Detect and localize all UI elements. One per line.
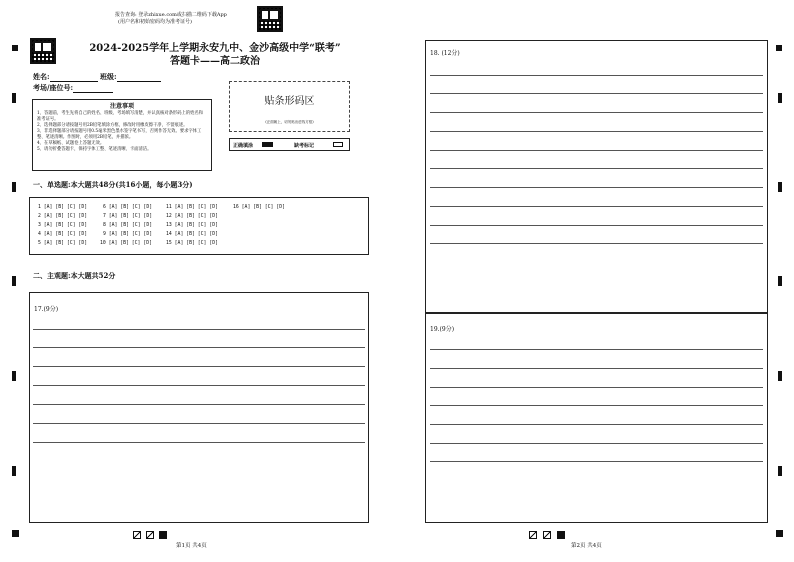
- alignment-mark-icon: [12, 530, 19, 537]
- notice-title: 注意事项: [109, 103, 134, 110]
- choice-row[interactable]: 5 [A] [B] [C] [D]: [38, 241, 88, 246]
- name-field-row: [33, 72, 161, 82]
- q19-answer-box[interactable]: [425, 313, 768, 523]
- correct-fill-label: 正确填涂: [233, 143, 254, 149]
- choice-row[interactable]: 15 [A] [B] [C] [D]: [166, 241, 218, 246]
- answer-line: [430, 93, 763, 94]
- answer-line: [33, 385, 365, 386]
- notice-item: 3、非选择题部分请按题号用0.5毫米黑色墨水签字笔书写，否则作答无效。要求字体工整、笔迹清晰。作图时，必须用2B铅笔，并描浓。: [37, 129, 202, 140]
- answer-line: [33, 329, 365, 330]
- choice-row[interactable]: 8 [A] [B] [C] [D]: [103, 223, 153, 228]
- absent-mark-label: 缺考标记: [294, 143, 315, 149]
- answer-line: [430, 187, 763, 188]
- exam-title: 2024-2025学年上学期永安九中、金沙高级中学“联考”: [89, 43, 341, 54]
- alignment-mark-icon: [12, 466, 16, 476]
- page-code-icon: [146, 531, 154, 539]
- page-code-icon: [543, 531, 551, 539]
- alignment-mark-icon: [778, 371, 782, 381]
- answer-line: [430, 349, 763, 350]
- answer-line: [430, 424, 763, 425]
- answer-line: [430, 405, 763, 406]
- choice-row[interactable]: 12 [A] [B] [C] [D]: [166, 214, 218, 219]
- seat-label: 考场/座位号:: [33, 83, 74, 92]
- choice-row[interactable]: 9 [A] [B] [C] [D]: [103, 232, 153, 237]
- alignment-mark-icon: [778, 182, 782, 192]
- answer-line: [430, 131, 763, 132]
- notice-item: 4、在草稿纸、试题卷上答题无效。: [37, 141, 105, 146]
- alignment-mark-icon: [12, 93, 16, 103]
- alignment-mark-icon: [12, 182, 16, 192]
- choice-row[interactable]: 14 [A] [B] [C] [D]: [166, 232, 218, 237]
- answer-line: [430, 168, 763, 169]
- notice-item: 5、请勿折叠答题卡，保持字体工整、笔迹清晰、卡面清洁。: [37, 147, 152, 152]
- answer-line: [430, 75, 763, 76]
- q17-label: 17.(9分): [34, 306, 59, 313]
- report-note-line2: (用户名和初始密码均为准考证号): [118, 19, 192, 25]
- page2-footer: 第2页 共4页: [571, 543, 602, 549]
- report-note-line1: 报告查询: 登录zhixue.com或扫描二维码下载App: [115, 12, 227, 18]
- answer-line: [33, 442, 365, 443]
- alignment-mark-icon: [12, 371, 16, 381]
- answer-line: [430, 150, 763, 151]
- seat-field-row: [33, 83, 113, 93]
- absent-mark-box[interactable]: [333, 142, 343, 147]
- page-code-icon: [133, 531, 141, 539]
- answer-line: [430, 443, 763, 444]
- alignment-mark-icon: [12, 45, 18, 51]
- class-field[interactable]: [117, 74, 161, 82]
- barcode-area: [229, 81, 350, 132]
- answer-line: [430, 461, 763, 462]
- choice-row[interactable]: 4 [A] [B] [C] [D]: [38, 232, 88, 237]
- answer-line: [430, 112, 763, 113]
- page-code-icon: [159, 531, 167, 539]
- choice-row[interactable]: 16 [A] [B] [C] [D]: [233, 205, 285, 210]
- notice-item: 2、选择题部分请按题号用2B铅笔填涂方框，修改时用橡皮擦干净，不留痕迹。: [37, 123, 188, 128]
- choice-row[interactable]: 13 [A] [B] [C] [D]: [166, 223, 218, 228]
- section2-heading: 二、主观题:本大题共52分: [33, 271, 116, 280]
- choice-row[interactable]: 7 [A] [B] [C] [D]: [103, 214, 153, 219]
- exam-subtitle: 答题卡——高二政治: [170, 56, 260, 67]
- page-code-icon: [529, 531, 537, 539]
- filled-mark-icon: [262, 142, 273, 147]
- q18-answer-box[interactable]: [425, 40, 768, 313]
- answer-line: [430, 387, 763, 388]
- fill-legend: [229, 138, 350, 151]
- q17-answer-box[interactable]: [29, 292, 369, 523]
- answer-line: [33, 404, 365, 405]
- choice-row[interactable]: 1 [A] [B] [C] [D]: [38, 205, 88, 210]
- notice-box: [32, 99, 212, 171]
- choice-row[interactable]: 3 [A] [B] [C] [D]: [38, 223, 88, 228]
- choice-row[interactable]: 11 [A] [B] [C] [D]: [166, 205, 218, 210]
- choice-row[interactable]: 10 [A] [B] [C] [D]: [100, 241, 152, 246]
- choice-row[interactable]: 6 [A] [B] [C] [D]: [103, 205, 153, 210]
- name-label: 姓名:: [33, 72, 50, 81]
- answer-line: [430, 243, 763, 244]
- alignment-mark-icon: [776, 530, 783, 537]
- section1-heading: 一、单选题:本大题共48分(共16小题，每小题3分): [33, 180, 193, 189]
- page-code-icon: [557, 531, 565, 539]
- answer-line: [33, 366, 365, 367]
- alignment-mark-icon: [776, 45, 782, 51]
- page1-footer: 第1页 共4页: [176, 543, 207, 549]
- answer-line: [33, 423, 365, 424]
- barcode-title: 贴条形码区: [264, 96, 315, 107]
- seat-field[interactable]: [73, 85, 113, 93]
- app-qr-code-icon: [257, 6, 283, 32]
- alignment-mark-icon: [12, 276, 16, 286]
- notice-item: 1、答题前，考生先将自己的姓名、班级、考场填写清楚，并认真核对条形码上的姓名和准考证号。: [37, 111, 204, 122]
- alignment-mark-icon: [778, 466, 782, 476]
- answer-line: [430, 225, 763, 226]
- class-label: 班级:: [100, 72, 117, 81]
- choice-row[interactable]: 2 [A] [B] [C] [D]: [38, 214, 88, 219]
- barcode-hint: (正面朝上，切勿贴出虚线方框): [265, 120, 314, 124]
- q18-label: 18. (12分): [430, 50, 460, 57]
- answer-line: [430, 368, 763, 369]
- name-field[interactable]: [50, 74, 98, 82]
- answer-line: [33, 347, 365, 348]
- answer-line: [430, 206, 763, 207]
- alignment-mark-icon: [778, 276, 782, 286]
- alignment-mark-icon: [778, 93, 782, 103]
- student-qr-code-icon: [30, 38, 56, 64]
- q19-label: 19.(9分): [430, 326, 455, 333]
